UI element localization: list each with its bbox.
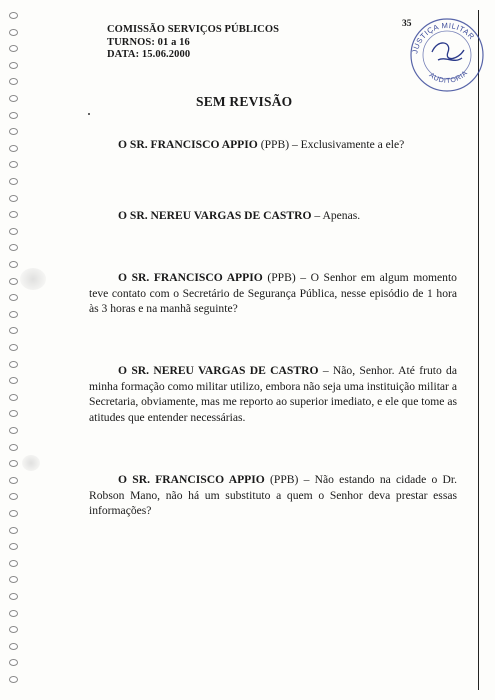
binder-hole — [9, 543, 18, 550]
binder-hole — [9, 12, 18, 19]
binder-hole — [9, 377, 18, 384]
speaker-name: O SR. NEREU VARGAS DE CASTRO — [118, 209, 312, 222]
binder-hole — [9, 278, 18, 285]
header-shifts: TURNOS: 01 a 16 — [107, 36, 190, 48]
page-number: 35 — [402, 19, 412, 29]
binder-hole — [9, 361, 18, 368]
binder-hole — [9, 593, 18, 600]
svg-text:JUSTIÇA MILITAR — [410, 21, 476, 55]
auditoria-stamp — [408, 16, 486, 94]
binder-hole — [9, 344, 18, 351]
binder-hole — [9, 261, 18, 268]
speaker-party: (PPB) — [267, 271, 296, 284]
binder-hole — [9, 228, 18, 235]
speech-text: – O Senhor em algum momento teve contato com o Secretário de Segurança Pública, nesse episódio de 1 hora às 3 horas e na manhã seguinte? — [89, 271, 457, 315]
speaker-name: O SR. FRANCISCO APPIO — [118, 473, 265, 486]
binder-holes — [9, 8, 23, 698]
binder-hole — [9, 145, 18, 152]
binder-hole — [9, 410, 18, 417]
speech-paragraph — [118, 137, 458, 153]
binder-hole — [9, 610, 18, 617]
speech-text: – Não estando na cidade o Dr. Robson Mano, não há um substituto a quem o Senhor deva prestar essas informações? — [89, 473, 457, 517]
speech-text: – Exclusivamente a ele? — [291, 138, 405, 151]
binder-hole — [9, 311, 18, 318]
binder-hole — [9, 444, 18, 451]
binder-hole — [9, 676, 18, 683]
binder-hole — [9, 95, 18, 102]
binder-hole — [9, 560, 18, 567]
binder-hole — [9, 62, 18, 69]
speech-text: – Não, Senhor. Até fruto da minha formação como militar utilizo, embora não seja uma instituição militar a Secretaria, obviamente, mas me reporto ao superior imediato, e ele que tome as atitudes que entender necessárias. — [89, 364, 458, 424]
speech-paragraph — [118, 208, 458, 224]
binder-hole — [9, 643, 18, 650]
svg-text:AUDITORIA — [428, 70, 470, 85]
binder-hole — [9, 211, 18, 218]
header-committee: COMISSÃO SERVIÇOS PÚBLICOS — [107, 24, 280, 35]
binder-hole — [9, 626, 18, 633]
speaker-name: O SR. FRANCISCO APPIO — [118, 138, 258, 151]
binder-hole — [9, 576, 18, 583]
binder-hole — [9, 477, 18, 484]
binder-hole — [9, 244, 18, 251]
paper-smudge — [20, 268, 46, 290]
binder-hole — [9, 427, 18, 434]
speech-text: – Apenas. — [314, 209, 361, 222]
stamp-top-text: JUSTIÇA MILITAR — [410, 20, 477, 55]
binder-hole — [9, 112, 18, 119]
binder-hole — [9, 394, 18, 401]
binder-hole — [9, 294, 18, 301]
binder-hole — [9, 510, 18, 517]
ink-dot — [88, 113, 90, 115]
margin-line — [478, 10, 479, 690]
speech-paragraph — [89, 363, 457, 425]
header-date: DATA: 15.06.2000 — [107, 49, 191, 60]
speech-paragraph — [89, 472, 457, 519]
binder-hole — [9, 195, 18, 202]
document-header — [107, 24, 279, 62]
binder-hole — [9, 659, 18, 666]
binder-hole — [9, 527, 18, 534]
stamp-bottom-text: AUDITORIA — [427, 69, 470, 85]
binder-hole — [9, 161, 18, 168]
speaker-name: O SR. NEREU VARGAS DE CASTRO — [118, 364, 319, 377]
speech-paragraph — [89, 270, 457, 317]
binder-hole — [9, 78, 18, 85]
stamp-signature — [432, 43, 464, 60]
binder-hole — [9, 493, 18, 500]
page-title: SEM REVISÃO — [196, 94, 293, 109]
binder-hole — [9, 29, 18, 36]
binder-hole — [9, 45, 18, 52]
speaker-party: (PPB) — [260, 138, 290, 151]
speaker-name: O SR. FRANCISCO APPIO — [118, 271, 263, 284]
speaker-party: (PPB) — [270, 473, 299, 486]
binder-hole — [9, 327, 18, 334]
paper-smudge — [22, 455, 40, 471]
binder-hole — [9, 460, 18, 467]
binder-hole — [9, 128, 18, 135]
binder-hole — [9, 178, 18, 185]
